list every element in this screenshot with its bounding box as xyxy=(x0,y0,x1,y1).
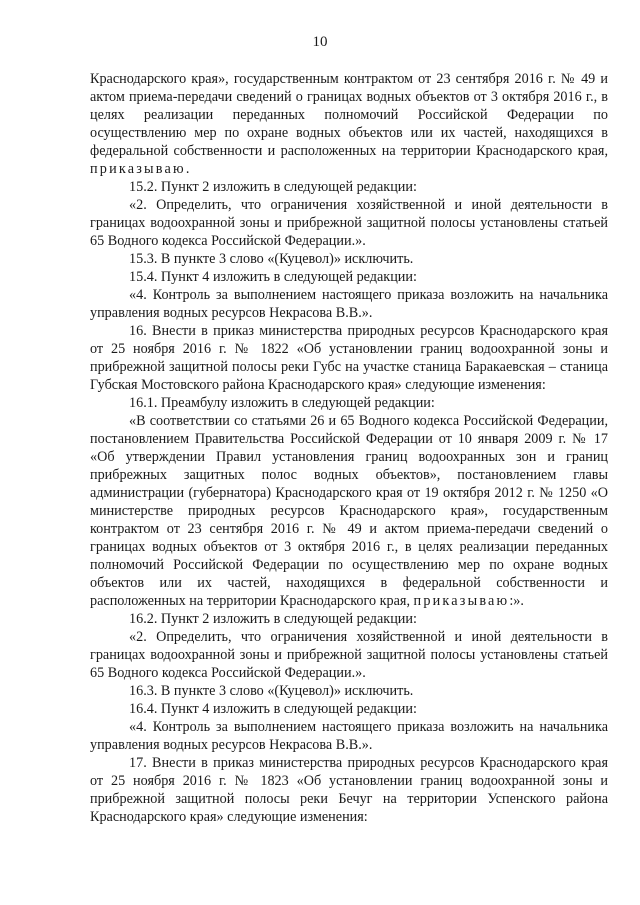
paragraph: 15.3. В пункте 3 слово «(Куцевол)» исключить. xyxy=(129,251,414,267)
paragraph: 16. Внести в приказ министерства природных ресурсов Краснодарского края от 25 ноября 2016 г. № 1822 «Об установлении границ водоохранной зоны и прибрежной защитной полосы реки Губс на участке станица Баракаевская – станица Губская Мостовского района Краснодарского края» следующие изменения: xyxy=(90,323,608,393)
paragraph: Краснодарского края», государственным контрактом от 23 сентября 2016 г. № 49 и актом приема-передачи сведений о границах водных объектов от 3 октября 2016 г., в целях реализации переданных полномочий Российской Федерации по осуществлению мер по охране водных объектов или их частей, находящихся в федеральной собственности и расположенных на территории Краснодарского края, приказываю. xyxy=(90,71,608,177)
paragraph: «2. Определить, что ограничения хозяйственной и иной деятельности в границах водоохранной зоны и прибрежной защитной полосы установлены статьей 65 Водного кодекса Российской Федерации.». xyxy=(90,629,608,681)
emphasized-word: приказываю xyxy=(413,593,510,609)
page-number: 10 xyxy=(312,34,328,50)
paragraph: 16.4. Пункт 4 изложить в следующей редакции: xyxy=(129,701,417,717)
paragraph: «В соответствии со статьями 26 и 65 Водного кодекса Российской Федерации, постановлением Правительства Российской Федерации от 10 января 2009 г. № 17 «Об утверждении Правил установления границ водоохранных зон и границ прибрежных защитных полос водных объектов», постановлением главы администрации (губернатора) Краснодарского края от 19 октября 2012 г. № 1250 «О министерстве природных ресурсов Краснодарского края», государственным контрактом от 23 сентября 2016 г. № 49 и актом приема-передачи сведений о границах водных объектов от 3 октября 2016 г., в целях реализации переданных полномочий Российской Федерации по осуществлению мер по охране водных объектов или их частей, находящихся в федеральной собственности и расположенных на территории Краснодарского края, приказываю:». xyxy=(90,413,608,609)
paragraph: 16.2. Пункт 2 изложить в следующей редакции: xyxy=(129,611,417,627)
paragraph: «4. Контроль за выполнением настоящего приказа возложить на начальника управления водных ресурсов Некрасова В.В.». xyxy=(90,719,608,753)
paragraph: 15.4. Пункт 4 изложить в следующей редакции: xyxy=(129,269,417,285)
paragraph: «4. Контроль за выполнением настоящего приказа возложить на начальника управления водных ресурсов Некрасова В.В.». xyxy=(90,287,608,321)
paragraph: 16.3. В пункте 3 слово «(Куцевол)» исключить. xyxy=(129,683,414,699)
paragraph: 17. Внести в приказ министерства природных ресурсов Краснодарского края от 25 ноября 2016 г. № 1823 «Об установлении границ водоохранной зоны и прибрежной защитной полосы реки Бечуг на территории Успенского района Краснодарского края» следующие изменения: xyxy=(90,755,608,825)
emphasized-word: приказываю xyxy=(90,161,186,177)
document-body xyxy=(90,70,608,826)
paragraph: «2. Определить, что ограничения хозяйственной и иной деятельности в границах водоохранной зоны и прибрежной защитной полосы установлены статьей 65 Водного кодекса Российской Федерации.». xyxy=(90,197,608,249)
paragraph: 15.2. Пункт 2 изложить в следующей редакции: xyxy=(129,179,417,195)
paragraph: 16.1. Преамбулу изложить в следующей редакции: xyxy=(129,395,435,411)
